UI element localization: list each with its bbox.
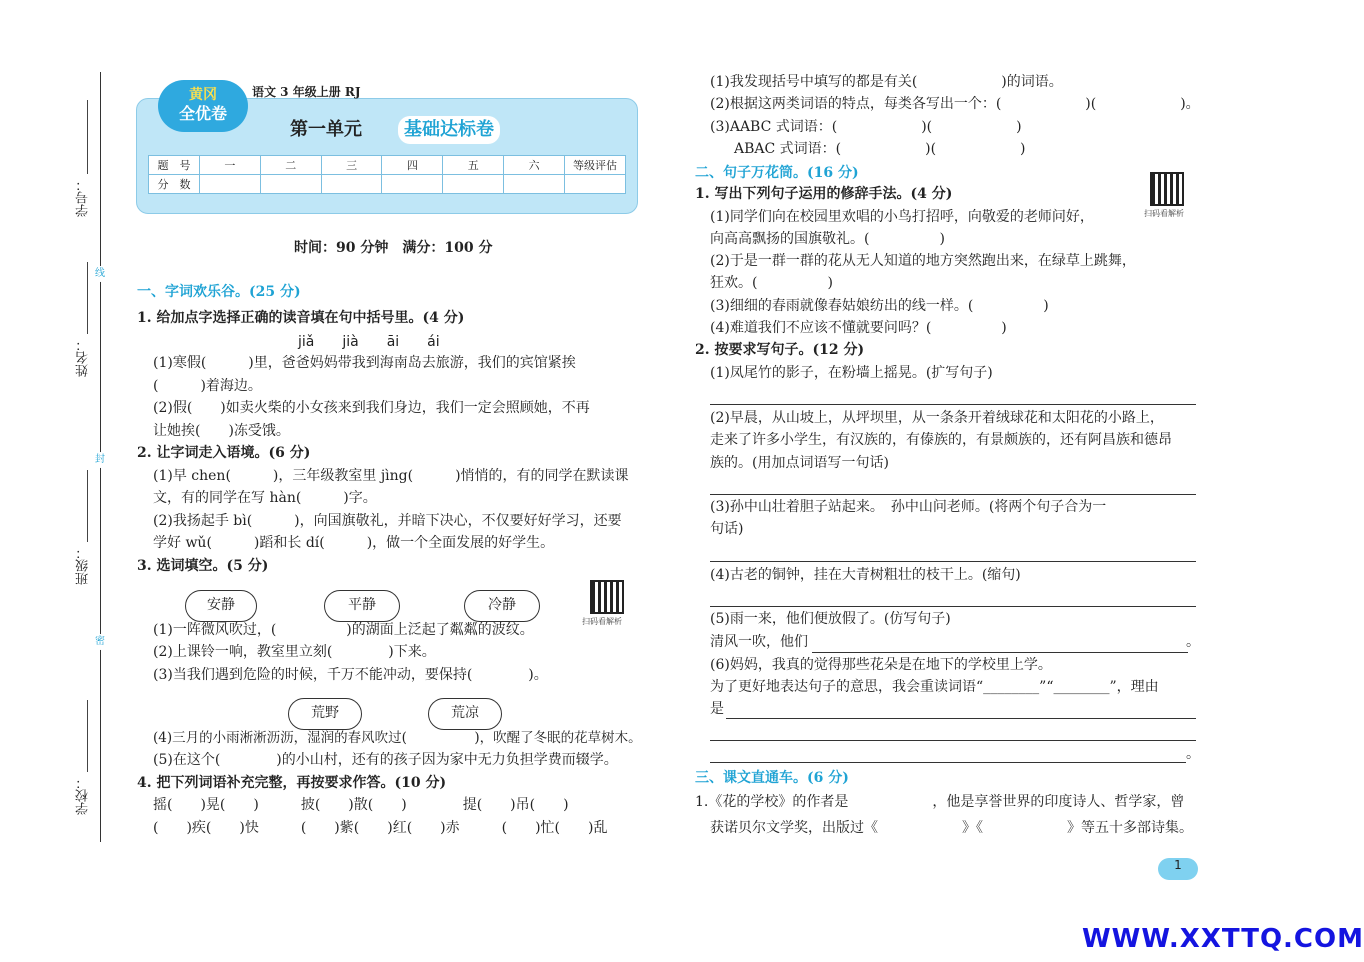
question-2-2-line: 为了更好地表达句子的意思，我会重读词语“________”“________”，理由	[710, 679, 1159, 695]
q4-subline: (3)AABC 式词语：( )( )	[710, 119, 1022, 135]
score-input-cell[interactable]	[382, 175, 443, 194]
question-2-1-line: (2)于是一群一群的花从无人知道的地方突然跑出来，在绿草上跳舞，	[710, 253, 1136, 269]
word-bubble: 荒凉	[428, 698, 502, 730]
answer-line[interactable]	[710, 762, 1186, 763]
qr-code-label: 扫码看解析	[1144, 209, 1184, 218]
question-1-line: ( )着海边。	[153, 378, 262, 394]
q4-subline: ABAC 式词语：( )( )	[734, 141, 1026, 157]
page-number: 1	[1158, 858, 1198, 880]
q4-subline: (1)我发现括号中填写的都是有关( )的词语。	[710, 74, 1063, 90]
question-2-line: 文，有的同学在写 hàn( )字。	[153, 490, 377, 506]
score-input-cell[interactable]	[565, 175, 626, 194]
answer-line[interactable]	[812, 652, 1188, 653]
question-2-2-line: (1)凤尾竹的影子，在粉墙上摇晃。(扩写句子)	[710, 365, 993, 381]
q4-subline: (2)根据这两类词语的特点，每类各写出一个：( )( )。	[710, 96, 1200, 112]
score-cell: 二	[260, 156, 321, 175]
question-3-line: (5)在这个( )的小山村，还有的孩子因为家中无力负担学费而辍学。	[153, 752, 618, 768]
section-2-heading: 二、句子万花筒。(16 分)	[695, 165, 859, 181]
word-bubble: 平静	[324, 590, 400, 622]
score-cell: 四	[382, 156, 443, 175]
score-table-header-row	[149, 156, 626, 175]
answer-line[interactable]	[710, 494, 1196, 495]
unit-title: 第一单元	[290, 119, 362, 140]
label-school: 学校：	[76, 776, 91, 815]
score-cell: 等级评估	[565, 156, 626, 175]
score-input-cell[interactable]	[200, 175, 261, 194]
answer-line[interactable]	[710, 606, 1196, 607]
score-input-cell[interactable]	[321, 175, 382, 194]
time-info: 时间：90 分钟 满分：100 分	[294, 240, 493, 256]
score-table-score-row	[149, 175, 626, 194]
question-3-line: (2)上课铃一响，教室里立刻( )下来。	[153, 644, 436, 660]
qr-code-label: 扫码看解析	[582, 617, 622, 626]
word-bubble: 荒野	[288, 698, 362, 730]
question-2-2-line: 族的。(用加点词语写一句话)	[710, 455, 889, 471]
logo-top-text: 黄冈	[189, 87, 217, 103]
question-2-2-line: (6)妈妈，我真的觉得那些花朵是在地下的学校里上学。	[710, 657, 1052, 673]
question-3-1-line: 获诺贝尔文学奖，出版过《 》《 》等五十多部诗集。	[710, 820, 1193, 836]
score-input-cell[interactable]	[260, 175, 321, 194]
word-bubble: 安静	[185, 590, 257, 622]
question-1-line: (1)寒假( )里，爸爸妈妈带我到海南岛去旅游，我们的宾馆紧挨	[153, 355, 576, 371]
question-4-line: 摇( )晃( ) 披( )散( ) 提( )吊( )	[153, 797, 569, 813]
score-cell: 六	[504, 156, 565, 175]
brand-logo	[158, 80, 248, 132]
question-3-line: (3)当我们遇到危险的时候，千万不能冲动，要保持( )。	[153, 667, 548, 683]
answer-line[interactable]	[710, 561, 1196, 562]
question-2-2: 2. 按要求写句子。(12 分)	[695, 342, 865, 358]
qr-code-icon[interactable]	[1150, 172, 1184, 206]
question-2-1-line: 向高高飘扬的国旗敬礼。( )	[710, 231, 945, 247]
question-1-line: 让她挨( )冻受饿。	[153, 423, 290, 439]
score-cell: 一	[200, 156, 261, 175]
question-2-2-line: (3)孙中山壮着胆子站起来。 孙中山问老师。(将两个句子合为一	[710, 499, 1107, 515]
question-2-2-line: (4)古老的铜钟，挂在大青树粗壮的枝干上。(缩句)	[710, 567, 1021, 583]
seal-mark-tight: 密	[92, 634, 108, 650]
question-2-1: 1. 写出下列句子运用的修辞手法。(4 分)	[695, 186, 953, 202]
question-2-2-line: 清风一吹，他们	[710, 634, 808, 650]
question-2-2-line: (5)雨一来，他们便放假了。(仿写句子)	[710, 611, 951, 627]
question-2-2-line: 走来了许多小学生，有汉族的，有傣族的，有景颇族的，还有阿昌族和德昂	[710, 432, 1172, 448]
answer-line[interactable]	[726, 718, 1196, 719]
question-2-1-line: (3)细细的春雨就像春姑娘纺出的线一样。( )	[710, 298, 1049, 314]
question-4-line: ( )疾( )快 ( )紫( )红( )赤 ( )忙( )乱	[153, 820, 608, 836]
question-2-2-line: 是	[710, 701, 724, 717]
question-2-line: (1)早 chen( )，三年级教室里 jìng( )悄悄的，有的同学在默读课	[153, 468, 629, 484]
question-2-1-line: (1)同学们向在校园里欢唱的小鸟打招呼，向敬爱的老师问好，	[710, 209, 1094, 225]
answer-line[interactable]	[710, 740, 1196, 741]
seal-mark-line: 线	[92, 266, 108, 282]
question-2-2-line: 句话)	[710, 521, 744, 537]
student-no-field[interactable]	[87, 100, 88, 174]
question-1-pinyin: jiǎ jià āi ái	[298, 334, 440, 350]
seal-mark-seal: 封	[92, 452, 108, 468]
score-cell: 五	[443, 156, 504, 175]
score-input-cell[interactable]	[504, 175, 565, 194]
question-1: 1. 给加点字选择正确的读音填在句中括号里。(4 分)	[137, 310, 465, 326]
qr-code-icon[interactable]	[590, 580, 624, 614]
question-2-2-line: (2)早晨，从山坡上，从坪坝里，从一条条开着绒球花和太阳花的小路上，	[710, 410, 1164, 426]
section-3-heading: 三、课文直通车。(6 分)	[695, 770, 849, 786]
logo-bottom-text: 全优卷	[178, 104, 227, 123]
subject-info: 语文 3 年级上册 RJ	[252, 85, 361, 99]
period-mark: 。	[1186, 746, 1200, 762]
question-2-line: (2)我扬起手 bì( )，向国旗敬礼，并暗下决心，不仅要好好学习，还要	[153, 513, 622, 529]
question-3: 3. 选词填空。(5 分)	[137, 558, 269, 574]
question-1-line: (2)假( )如卖火柴的小女孩来到我们身边，我们一定会照顾她，不再	[153, 400, 590, 416]
question-3-line: (4)三月的小雨淅淅沥沥，湿润的春风吹过( )，吹醒了冬眠的花草树木。	[153, 730, 642, 746]
question-2-1-line: (4)难道我们不应该不懂就要问吗？( )	[710, 320, 1007, 336]
question-3-1-line: 1.《花的学校》的作者是 ，他是享誉世界的印度诗人、哲学家，曾	[695, 794, 1185, 810]
score-table	[148, 155, 626, 194]
label-name: 姓名：	[76, 338, 91, 377]
score-cell: 分 数	[149, 175, 200, 194]
question-2-line: 学好 wǔ( )蹈和长 dí( )，做一个全面发展的好学生。	[153, 535, 555, 551]
score-cell: 题 号	[149, 156, 200, 175]
question-2-1-line: 狂欢。( )	[710, 275, 833, 291]
word-bubble: 冷静	[464, 590, 540, 622]
section-1-heading: 一、字词欢乐谷。(25 分)	[137, 284, 301, 300]
question-3-line: (1)一阵微风吹过，( )的湖面上泛起了粼粼的波纹。	[153, 622, 534, 638]
name-field[interactable]	[87, 262, 88, 334]
test-title: 基础达标卷	[398, 116, 500, 144]
website-watermark: WWW.XXTTQ.COM	[1082, 924, 1364, 954]
answer-line[interactable]	[710, 404, 1196, 405]
question-2: 2. 让字词走入语境。(6 分)	[137, 445, 311, 461]
class-field[interactable]	[87, 470, 88, 542]
school-field[interactable]	[87, 700, 88, 772]
label-student-no: 学号：	[76, 178, 91, 217]
question-4: 4. 把下列词语补充完整，再按要求作答。(10 分)	[137, 775, 447, 791]
score-cell: 三	[321, 156, 382, 175]
period-mark: 。	[1186, 634, 1200, 650]
label-class: 班级：	[76, 546, 91, 585]
score-input-cell[interactable]	[443, 175, 504, 194]
